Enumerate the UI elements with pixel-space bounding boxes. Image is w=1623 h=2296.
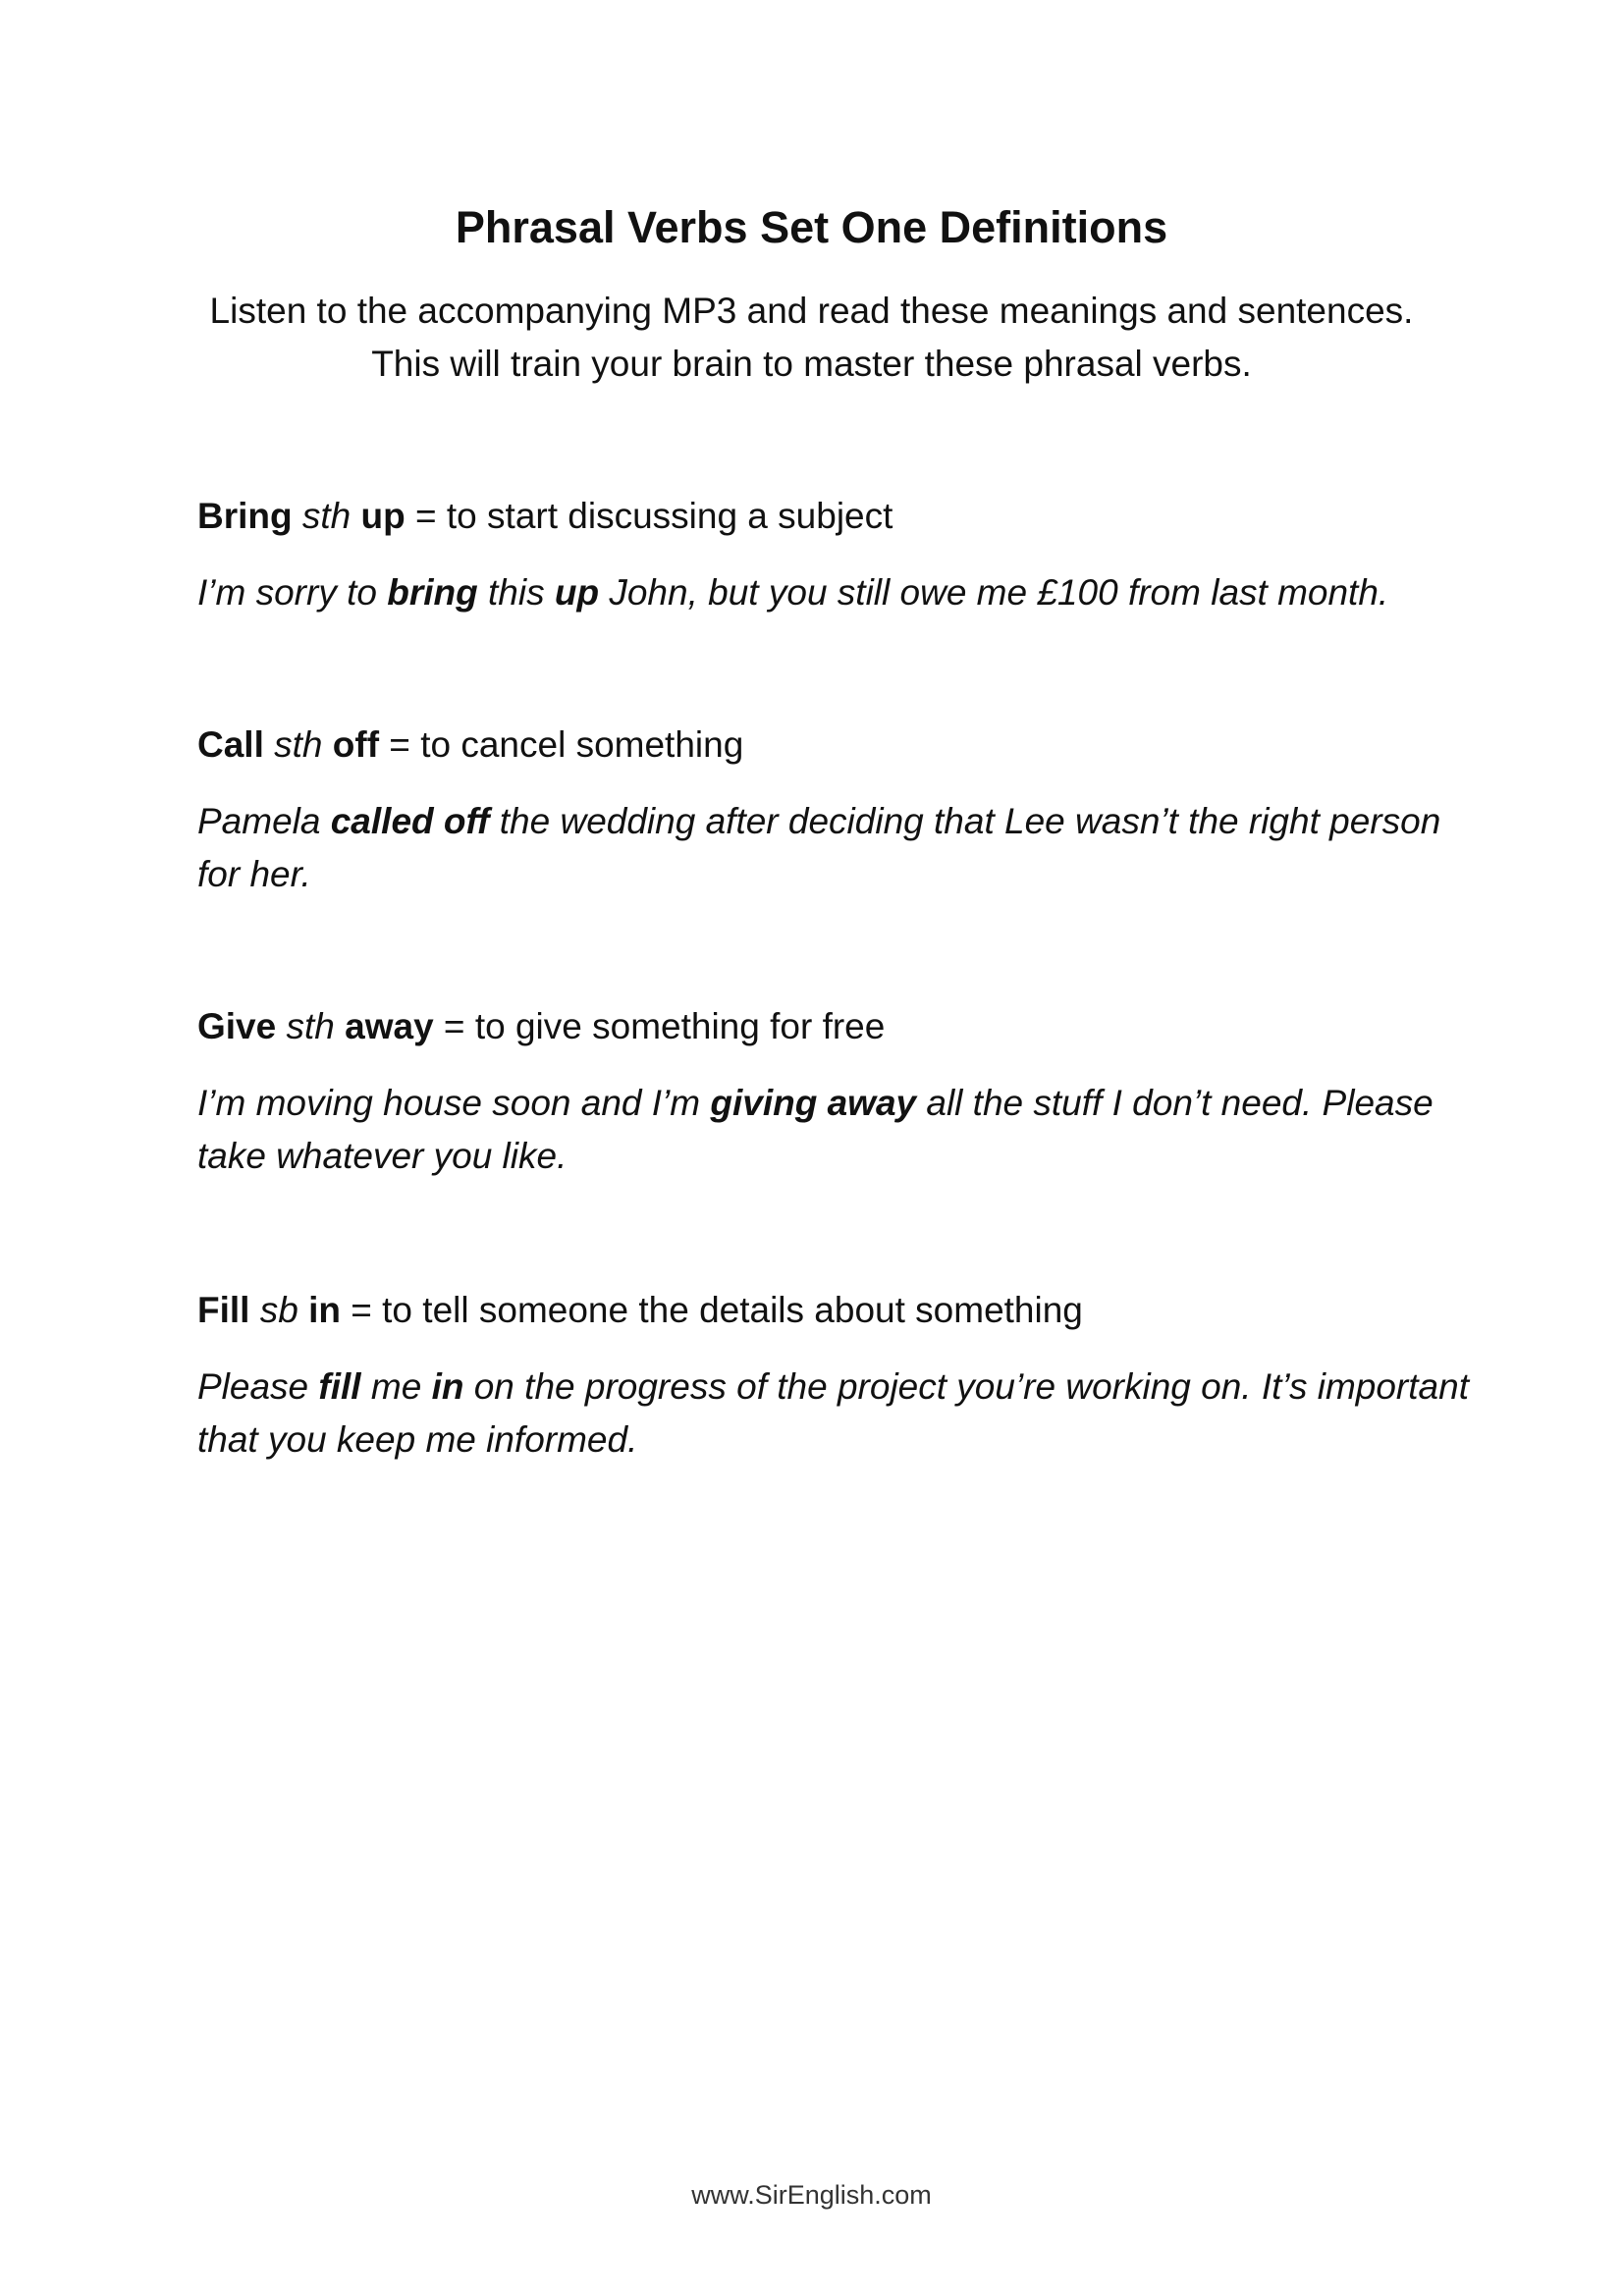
example-text: all the stuff I don’t need. Please take whatever you like. xyxy=(197,1083,1434,1176)
highlighted-phrasal-verb: in xyxy=(431,1366,464,1407)
footer-website[interactable]: www.SirEnglish.com xyxy=(691,2180,932,2210)
highlighted-phrasal-verb: fill xyxy=(318,1366,361,1407)
particle: up xyxy=(360,496,406,536)
example-sentence xyxy=(197,1361,1474,1467)
object-placeholder: sb xyxy=(259,1290,298,1330)
object-placeholder: sth xyxy=(301,496,352,536)
entry-give-away xyxy=(197,1000,1474,1183)
particle: away xyxy=(345,1006,434,1046)
verb: Bring xyxy=(197,496,293,536)
intro-line-1: Listen to the accompanying MP3 and read these meanings and sentences. xyxy=(209,291,1414,331)
entry-fill-in xyxy=(197,1284,1474,1467)
meaning: = to tell someone the details about something xyxy=(340,1290,1083,1330)
object-placeholder: sth xyxy=(286,1006,335,1046)
example-text: I’m sorry to xyxy=(197,572,388,613)
highlighted-phrasal-verb: giving away xyxy=(710,1083,917,1123)
meaning: = to start discussing a subject xyxy=(405,496,893,536)
example-text: on the progress of the project you’re working on. It’s important that you keep me informed. xyxy=(197,1366,1469,1460)
meaning: = to cancel something xyxy=(379,724,744,765)
example-sentence xyxy=(197,1077,1474,1183)
object-placeholder: sth xyxy=(274,724,323,765)
verb: Call xyxy=(197,724,264,765)
definition-line xyxy=(197,1000,1474,1053)
example-sentence xyxy=(197,795,1474,901)
example-text: Pamela xyxy=(197,801,331,841)
highlighted-phrasal-verb: bring xyxy=(387,572,478,613)
verb: Give xyxy=(197,1006,277,1046)
definition-line xyxy=(197,1284,1474,1337)
highlighted-phrasal-verb: called off xyxy=(330,801,490,841)
entry-bring-up xyxy=(197,490,1474,619)
intro-line-2: This will train your brain to master these phrasal verbs. xyxy=(371,344,1252,384)
particle: in xyxy=(308,1290,341,1330)
intro-text xyxy=(0,285,1623,391)
example-text: the wedding after deciding that Lee wasn’t the right person for her. xyxy=(197,801,1441,894)
page-title: Phrasal Verbs Set One Definitions xyxy=(455,202,1168,252)
entry-call-off xyxy=(197,719,1474,901)
definition-line xyxy=(197,490,1474,543)
verb: Fill xyxy=(197,1290,250,1330)
example-text: Please xyxy=(197,1366,319,1407)
definition-line xyxy=(197,719,1474,772)
example-text: me xyxy=(360,1366,432,1407)
example-text: this xyxy=(477,572,555,613)
highlighted-phrasal-verb: up xyxy=(554,572,600,613)
particle: off xyxy=(332,724,380,765)
meaning: = to give something for free xyxy=(433,1006,886,1046)
example-text: I’m moving house soon and I’m xyxy=(197,1083,711,1123)
example-sentence xyxy=(197,566,1474,619)
example-text: John, but you still owe me £100 from last month. xyxy=(599,572,1389,613)
